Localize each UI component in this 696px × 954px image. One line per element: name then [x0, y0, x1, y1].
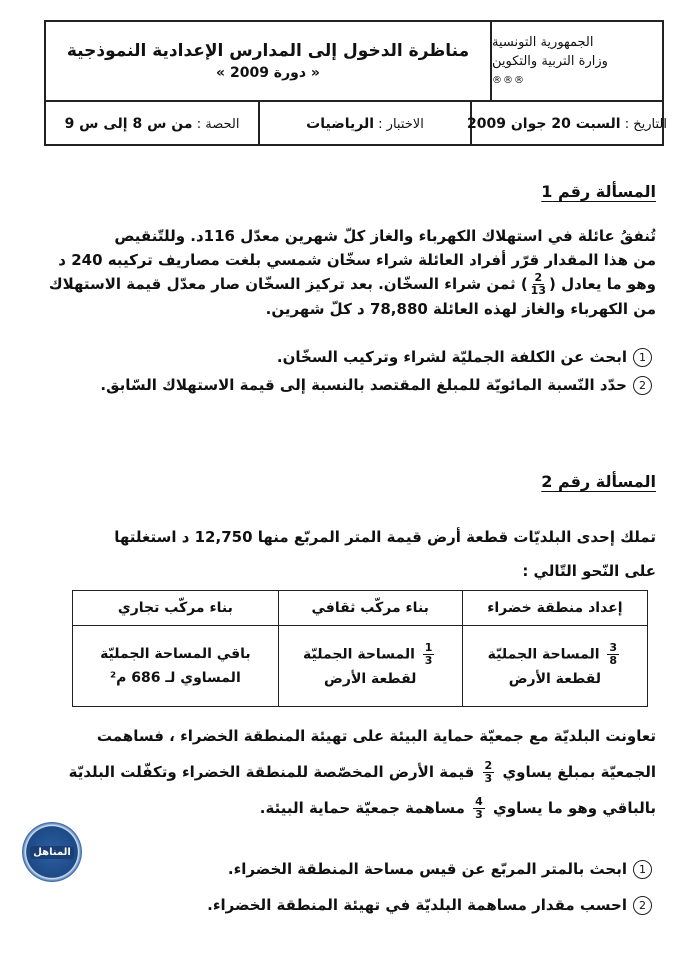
- problem1-statement: [40, 224, 656, 321]
- problem1-q2-text: حدّد النّسبة المائويّة للمبلغ المقتصد بالنسبة إلى قيمة الاستهلاك السّابق.: [100, 376, 627, 394]
- table-header-cultural-center: بناء مركّب ثقافي: [278, 591, 462, 626]
- problem1-line3-b: ثمن شراء السخّان. بعد تركيز السخّان صار معدّل قيمة الاستهلاك: [48, 275, 516, 293]
- frac-numerator: 4: [475, 795, 483, 808]
- problem2-question-1: [40, 860, 652, 879]
- frac-denominator: 13: [530, 284, 546, 297]
- period-label: الحصة :: [196, 117, 240, 132]
- cultural-text-a: المساحة الجمليّة: [303, 646, 415, 662]
- commercial-text-b: المساوي لـ 686 م²: [109, 670, 241, 686]
- frac-denominator: 3: [424, 653, 433, 667]
- frac-numerator: 2: [484, 759, 493, 772]
- problem2-para3-b: مساهمة جمعيّة حماية البيئة.: [259, 799, 465, 817]
- table-header-green-area: إعداد منطقة خضراء: [462, 591, 647, 626]
- frac-denominator: 3: [475, 808, 483, 821]
- subject-label: الاختبار :: [378, 117, 424, 132]
- competition-title: مناظرة الدخول إلى المدارس الإعدادية النموذجية: [66, 41, 470, 61]
- date-value: السبت 20 جوان 2009: [467, 116, 621, 132]
- period-value: من س 8 إلى س 9: [64, 116, 193, 132]
- problem2-intro-line1: تملك إحدى البلديّات قطعة أرض قيمة المتر المربّع منها 12,750 د استغلتها: [114, 528, 656, 546]
- problem2-para2-b: قيمة الأرض المخصّصة للمنطقة الخضراء وتكفّلت البلديّة: [68, 763, 475, 781]
- fraction-1-3: [423, 642, 435, 667]
- exam-date: [467, 102, 667, 146]
- problem1-line1: تُنفقُ عائلة في استهلاك الكهرباء والغاز كلّ شهرين معدّل 116د. وللتّنقيص: [114, 227, 656, 245]
- publisher-logo: [22, 822, 82, 882]
- subject-value: الرياضيات: [306, 116, 375, 132]
- frac-denominator: 3: [484, 772, 493, 785]
- problem1-title: المسألة رقم 1: [541, 182, 656, 201]
- green-area-text-b: لقطعة الأرض: [508, 670, 602, 687]
- problem1-line3-a: وهو ما يعادل: [561, 275, 656, 293]
- problem2-para-line1: تعاونت البلديّة مع جمعيّة حماية البيئة على تهيئة المنطقة الخضراء ، فساهمت: [96, 727, 656, 745]
- problem2-title: المسألة رقم 2: [541, 472, 656, 491]
- logo-text: المناهل: [30, 846, 74, 859]
- problem2-intro-line2: على النّحو التّالي :: [522, 562, 656, 580]
- problem1-line2: من هذا المقدار قرّر أفراد العائلة شراء سخّان شمسي بلغت مصاريف تركيبه 240 د: [58, 251, 656, 269]
- competition-block: [46, 22, 490, 100]
- emblem: ®®®: [492, 74, 525, 86]
- problem1-question-2: [40, 376, 652, 395]
- republic-name: الجمهورية التونسية: [492, 34, 594, 50]
- ministry-block: [492, 22, 662, 100]
- frac-denominator: 8: [609, 653, 618, 667]
- land-distribution-table: [72, 590, 648, 707]
- problem2-para-line3: [40, 790, 656, 826]
- exam-period: [46, 102, 258, 146]
- fraction-3-8: [607, 642, 619, 667]
- table-cell-green-area: [462, 626, 647, 707]
- frac-numerator: 1: [424, 640, 433, 654]
- fraction-2-3: [483, 760, 495, 785]
- problem2-para2-a: الجمعيّة بمبلغ يساوي: [502, 763, 656, 781]
- number-circle-2: 2: [633, 376, 652, 395]
- fraction-2-13: [531, 272, 546, 297]
- problem1-question-1: [40, 348, 652, 367]
- cultural-text-b: لقطعة الأرض: [324, 670, 417, 687]
- fraction-4-3: [473, 796, 485, 821]
- problem1-line4: من الكهرباء والغاز لهذه العائلة 78,880 د كلّ شهرين.: [265, 300, 656, 318]
- exam-header: [44, 20, 667, 146]
- table-cell-cultural-center: [278, 626, 462, 707]
- problem2-q2-text: احسب مقدار مساهمة البلديّة في تهيئة المنطقة الخضراء.: [207, 896, 627, 914]
- number-circle-1: 1: [633, 860, 652, 879]
- frac-numerator: 3: [609, 640, 618, 654]
- problem1-q1-text: ابحث عن الكلفة الجمليّة لشراء وتركيب السخّان.: [276, 348, 627, 366]
- frac-numerator: 2: [534, 271, 543, 284]
- green-area-text-a: المساحة الجمليّة: [487, 646, 600, 662]
- problem1-line3: وهو ما يعادل ( $\frac{2}{13}$ ) ثمن شراء السخّان. بعد تركيز السخّان صار معدّل قيمة الاستهلاك: [48, 271, 656, 297]
- problem2-question-2: [40, 896, 652, 915]
- problem2-para-line2: [40, 754, 656, 790]
- table-cell-commercial-center: [73, 626, 279, 707]
- number-circle-2: 2: [633, 896, 652, 915]
- ministry-name: وزارة التربية والتكوين: [492, 53, 608, 69]
- table-header-commercial-center: بناء مركّب تجاري: [73, 591, 279, 626]
- problem2-statement: [40, 718, 656, 826]
- commercial-text-a: باقي المساحة الجمليّة: [100, 646, 251, 662]
- number-circle-1: 1: [633, 348, 652, 367]
- problem2-para3-a: بالباقي وهو ما يساوي: [493, 799, 656, 817]
- problem2-q1-text: ابحث بالمتر المربّع عن قيس مساحة المنطقة الخضراء.: [227, 860, 627, 878]
- problem2-intro: [40, 520, 656, 588]
- date-label: التاريخ :: [624, 117, 667, 132]
- exam-subject: [260, 102, 470, 146]
- session-label: « دورة 2009 »: [216, 65, 320, 81]
